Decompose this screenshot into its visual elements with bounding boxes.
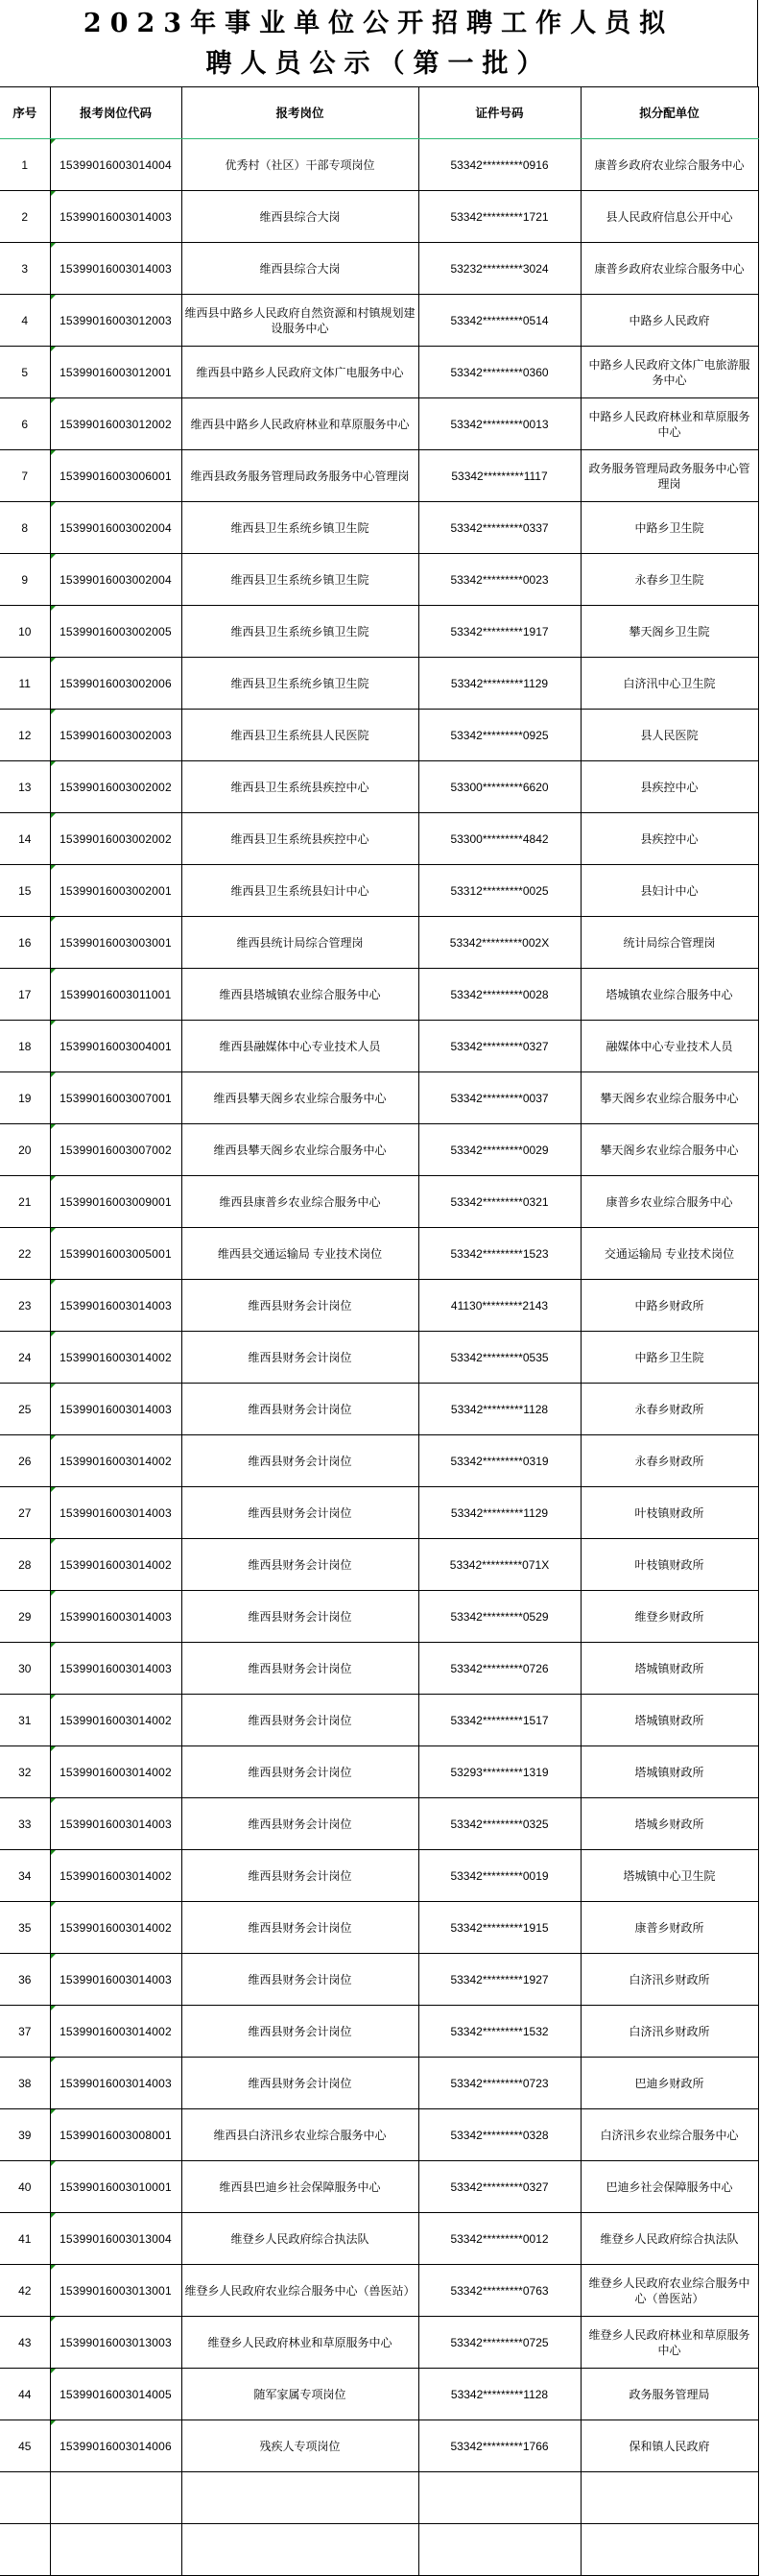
cell-assigned-unit: 攀天阁乡农业综合服务中心: [581, 1124, 758, 1176]
table-row: [0, 1176, 758, 1228]
empty-cell: [581, 2524, 758, 2576]
cell-assigned-unit: 维登乡人民政府综合执法队: [581, 2213, 758, 2265]
cell-position-code: 15399016003002006: [50, 658, 181, 710]
cell-id-number: 53342*********0514: [418, 295, 581, 347]
cell-id-number: 53342*********0325: [418, 1798, 581, 1850]
cell-assigned-unit: 中路乡卫生院: [581, 502, 758, 554]
cell-position: 残疾人专项岗位: [181, 2420, 418, 2472]
cell-index: 33: [0, 1798, 50, 1850]
cell-assigned-unit: 县妇计中心: [581, 865, 758, 917]
cell-position: 维西县财务会计岗位: [181, 1798, 418, 1850]
cell-assigned-unit: 白济汛乡财政所: [581, 1954, 758, 2006]
table-row: [0, 243, 758, 295]
cell-position-code: 15399016003014003: [50, 1280, 181, 1332]
cell-assigned-unit: 保和镇人民政府: [581, 2420, 758, 2472]
cell-index: 35: [0, 1902, 50, 1954]
table-row: [0, 1695, 758, 1746]
cell-position: 维西县塔城镇农业综合服务中心: [181, 969, 418, 1021]
table-row: [0, 450, 758, 502]
cell-id-number: 53232*********3024: [418, 243, 581, 295]
cell-assigned-unit: 巴迪乡财政所: [581, 2058, 758, 2109]
cell-assigned-unit: 中路乡财政所: [581, 1280, 758, 1332]
cell-index: 43: [0, 2317, 50, 2369]
cell-position: 维西县卫生系统县妇计中心: [181, 865, 418, 917]
cell-assigned-unit: 叶枝镇财政所: [581, 1539, 758, 1591]
cell-position-code: 15399016003007001: [50, 1072, 181, 1124]
cell-index: 25: [0, 1384, 50, 1435]
cell-position: 维西县白济汛乡农业综合服务中心: [181, 2109, 418, 2161]
cell-position-code: 15399016003014002: [50, 1435, 181, 1487]
cell-id-number: 53342*********0763: [418, 2265, 581, 2317]
cell-assigned-unit: 维登乡人民政府林业和草原服务中心: [581, 2317, 758, 2369]
cell-assigned-unit: 中路乡人民政府: [581, 295, 758, 347]
table-body: [0, 139, 758, 2576]
cell-position-code: 15399016003014006: [50, 2420, 181, 2472]
table-row: [0, 865, 758, 917]
table-row: [0, 1384, 758, 1435]
cell-assigned-unit: 攀天阁乡农业综合服务中心: [581, 1072, 758, 1124]
table-row: [0, 761, 758, 813]
cell-position: 维西县财务会计岗位: [181, 1280, 418, 1332]
cell-position: 随军家属专项岗位: [181, 2369, 418, 2420]
cell-id-number: 53342*********071X: [418, 1539, 581, 1591]
cell-id-number: 53342*********0328: [418, 2109, 581, 2161]
cell-position-code: 15399016003003001: [50, 917, 181, 969]
cell-id-number: 53342*********1917: [418, 606, 581, 658]
cell-index: 41: [0, 2213, 50, 2265]
cell-id-number: 53342*********0037: [418, 1072, 581, 1124]
cell-id-number: 53342*********1721: [418, 191, 581, 243]
table-row: [0, 2265, 758, 2317]
cell-position: 维西县财务会计岗位: [181, 2058, 418, 2109]
cell-position: 维西县中路乡人民政府自然资源和村镇规划建设服务中心: [181, 295, 418, 347]
cell-position-code: 15399016003014003: [50, 2058, 181, 2109]
cell-index: 22: [0, 1228, 50, 1280]
cell-id-number: 53342*********0023: [418, 554, 581, 606]
cell-id-number: 53342*********002X: [418, 917, 581, 969]
cell-position: 维西县财务会计岗位: [181, 1954, 418, 2006]
cell-index: 32: [0, 1746, 50, 1798]
table-row: [0, 1746, 758, 1798]
cell-position: 维西县卫生系统乡镇卫生院: [181, 554, 418, 606]
cell-position: 维西县统计局综合管理岗: [181, 917, 418, 969]
cell-index: 26: [0, 1435, 50, 1487]
cell-index: 8: [0, 502, 50, 554]
cell-index: 44: [0, 2369, 50, 2420]
table-row: [0, 2161, 758, 2213]
cell-assigned-unit: 塔城乡财政所: [581, 1798, 758, 1850]
title-line-1: 2023年事业单位公开招聘工作人员拟: [83, 9, 675, 38]
cell-index: 11: [0, 658, 50, 710]
cell-id-number: 53312*********0025: [418, 865, 581, 917]
cell-position-code: 15399016003002001: [50, 865, 181, 917]
cell-index: 1: [0, 139, 50, 191]
cell-index: 3: [0, 243, 50, 295]
cell-id-number: 53342*********1129: [418, 658, 581, 710]
cell-index: 20: [0, 1124, 50, 1176]
cell-assigned-unit: 塔城镇农业综合服务中心: [581, 969, 758, 1021]
table-row: [0, 1539, 758, 1591]
empty-cell: [50, 2472, 181, 2524]
table-row: [0, 398, 758, 450]
cell-position-code: 15399016003002004: [50, 554, 181, 606]
empty-cell: [0, 2472, 50, 2524]
cell-position: 维登乡人民政府农业综合服务中心（兽医站）: [181, 2265, 418, 2317]
table-row: [0, 2369, 758, 2420]
cell-assigned-unit: 政务服务管理局: [581, 2369, 758, 2420]
header-index: 序号: [0, 87, 50, 139]
cell-assigned-unit: 康普乡农业综合服务中心: [581, 1176, 758, 1228]
table-row: [0, 1487, 758, 1539]
cell-position: 维西县卫生系统县人民医院: [181, 710, 418, 761]
header-position-code: 报考岗位代码: [50, 87, 181, 139]
table-row: [0, 1435, 758, 1487]
cell-position: 维西县攀天阁乡农业综合服务中心: [181, 1072, 418, 1124]
cell-position: 维西县卫生系统乡镇卫生院: [181, 606, 418, 658]
table-row: [0, 2420, 758, 2472]
table-row: [0, 554, 758, 606]
cell-position: 维西县财务会计岗位: [181, 1384, 418, 1435]
cell-position-code: 15399016003002002: [50, 813, 181, 865]
cell-assigned-unit: 维登乡财政所: [581, 1591, 758, 1643]
cell-assigned-unit: 融媒体中心专业技术人员: [581, 1021, 758, 1072]
cell-position: 维西县巴迪乡社会保障服务中心: [181, 2161, 418, 2213]
cell-id-number: 53342*********0726: [418, 1643, 581, 1695]
table-row: [0, 2213, 758, 2265]
cell-position: 维西县财务会计岗位: [181, 1746, 418, 1798]
cell-index: 24: [0, 1332, 50, 1384]
cell-id-number: 53342*********1915: [418, 1902, 581, 1954]
cell-index: 17: [0, 969, 50, 1021]
cell-id-number: 53300*********6620: [418, 761, 581, 813]
header-position: 报考岗位: [181, 87, 418, 139]
table-row: [0, 347, 758, 398]
table-row: [0, 502, 758, 554]
cell-position: 维西县财务会计岗位: [181, 2006, 418, 2058]
cell-id-number: 53342*********0019: [418, 1850, 581, 1902]
cell-position-code: 15399016003014003: [50, 1384, 181, 1435]
cell-index: 36: [0, 1954, 50, 2006]
cell-assigned-unit: 中路乡卫生院: [581, 1332, 758, 1384]
cell-position-code: 15399016003014002: [50, 1850, 181, 1902]
cell-position: 维西县交通运输局 专业技术岗位: [181, 1228, 418, 1280]
cell-position-code: 15399016003006001: [50, 450, 181, 502]
cell-assigned-unit: 塔城镇财政所: [581, 1746, 758, 1798]
cell-id-number: 53342*********1532: [418, 2006, 581, 2058]
cell-index: 14: [0, 813, 50, 865]
cell-position: 维西县卫生系统县疾控中心: [181, 761, 418, 813]
empty-cell: [418, 2472, 581, 2524]
cell-position: 维西县中路乡人民政府林业和草原服务中心: [181, 398, 418, 450]
cell-position-code: 15399016003014003: [50, 1798, 181, 1850]
cell-position-code: 15399016003014003: [50, 1591, 181, 1643]
cell-position-code: 15399016003014002: [50, 1902, 181, 1954]
cell-position-code: 15399016003013001: [50, 2265, 181, 2317]
cell-index: 30: [0, 1643, 50, 1695]
cell-position-code: 15399016003014003: [50, 1954, 181, 2006]
cell-index: 42: [0, 2265, 50, 2317]
cell-position-code: 15399016003005001: [50, 1228, 181, 1280]
table-row: [0, 295, 758, 347]
cell-assigned-unit: 塔城镇财政所: [581, 1695, 758, 1746]
cell-index: 39: [0, 2109, 50, 2161]
table-row: [0, 917, 758, 969]
cell-assigned-unit: 攀天阁乡卫生院: [581, 606, 758, 658]
cell-position-code: 15399016003002002: [50, 761, 181, 813]
cell-id-number: 53342*********0723: [418, 2058, 581, 2109]
cell-position: 维西县综合大岗: [181, 243, 418, 295]
cell-id-number: 53342*********0013: [418, 398, 581, 450]
table-row: [0, 1072, 758, 1124]
cell-index: 13: [0, 761, 50, 813]
title-line-2: 聘人员公示（第一批）: [205, 49, 552, 79]
cell-assigned-unit: 县疾控中心: [581, 813, 758, 865]
cell-position-code: 15399016003014004: [50, 139, 181, 191]
cell-index: 9: [0, 554, 50, 606]
table-row: [0, 2109, 758, 2161]
table-row: [0, 2006, 758, 2058]
cell-assigned-unit: 康普乡政府农业综合服务中心: [581, 243, 758, 295]
cell-id-number: 53342*********0337: [418, 502, 581, 554]
cell-index: 4: [0, 295, 50, 347]
cell-position: 维西县财务会计岗位: [181, 1902, 418, 1954]
cell-position: 维西县卫生系统乡镇卫生院: [181, 658, 418, 710]
cell-position: 维西县财务会计岗位: [181, 1435, 418, 1487]
cell-id-number: 53342*********0725: [418, 2317, 581, 2369]
table-row: [0, 191, 758, 243]
table-row: [0, 2058, 758, 2109]
cell-position-code: 15399016003010001: [50, 2161, 181, 2213]
cell-id-number: 53342*********0029: [418, 1124, 581, 1176]
cell-id-number: 53342*********0916: [418, 139, 581, 191]
cell-id-number: 53342*********0360: [418, 347, 581, 398]
cell-index: 37: [0, 2006, 50, 2058]
cell-id-number: 53342*********1523: [418, 1228, 581, 1280]
cell-assigned-unit: 中路乡人民政府文体广电旅游服务中心: [581, 347, 758, 398]
table-row: [0, 606, 758, 658]
cell-id-number: 53342*********0327: [418, 1021, 581, 1072]
cell-index: 2: [0, 191, 50, 243]
table-row: [0, 1643, 758, 1695]
cell-position-code: 15399016003009001: [50, 1176, 181, 1228]
cell-position: 维登乡人民政府综合执法队: [181, 2213, 418, 2265]
cell-position: 维西县融媒体中心专业技术人员: [181, 1021, 418, 1072]
cell-id-number: 53342*********0321: [418, 1176, 581, 1228]
table-row: [0, 2317, 758, 2369]
cell-id-number: 53342*********1128: [418, 2369, 581, 2420]
cell-id-number: 53342*********1766: [418, 2420, 581, 2472]
cell-index: 34: [0, 1850, 50, 1902]
cell-assigned-unit: 中路乡人民政府林业和草原服务中心: [581, 398, 758, 450]
cell-id-number: 53293*********1319: [418, 1746, 581, 1798]
cell-position: 维西县财务会计岗位: [181, 1643, 418, 1695]
cell-assigned-unit: 白济汛中心卫生院: [581, 658, 758, 710]
cell-assigned-unit: 永春乡财政所: [581, 1435, 758, 1487]
cell-assigned-unit: 永春乡卫生院: [581, 554, 758, 606]
cell-position-code: 15399016003008001: [50, 2109, 181, 2161]
cell-position-code: 15399016003014002: [50, 1539, 181, 1591]
cell-position: 维西县攀天阁乡农业综合服务中心: [181, 1124, 418, 1176]
cell-position-code: 15399016003014002: [50, 1746, 181, 1798]
cell-position: 维西县财务会计岗位: [181, 1850, 418, 1902]
table-row: [0, 658, 758, 710]
table-row: [0, 1228, 758, 1280]
cell-position: 维西县财务会计岗位: [181, 1487, 418, 1539]
cell-id-number: 53342*********0012: [418, 2213, 581, 2265]
cell-position-code: 15399016003012003: [50, 295, 181, 347]
cell-position-code: 15399016003007002: [50, 1124, 181, 1176]
empty-cell: [418, 2524, 581, 2576]
cell-id-number: 53342*********0327: [418, 2161, 581, 2213]
cell-position: 维西县卫生系统乡镇卫生院: [181, 502, 418, 554]
cell-position-code: 15399016003013003: [50, 2317, 181, 2369]
cell-id-number: 53342*********0529: [418, 1591, 581, 1643]
cell-position: 维西县卫生系统县疾控中心: [181, 813, 418, 865]
cell-position-code: 15399016003014002: [50, 2006, 181, 2058]
table-row: [0, 1124, 758, 1176]
header-assigned-unit: 拟分配单位: [581, 87, 758, 139]
cell-position: 优秀村（社区）干部专项岗位: [181, 139, 418, 191]
cell-id-number: 53342*********1129: [418, 1487, 581, 1539]
table-header-row: [0, 87, 758, 139]
table-row: [0, 710, 758, 761]
cell-index: 23: [0, 1280, 50, 1332]
cell-id-number: 53342*********0028: [418, 969, 581, 1021]
cell-position: 维西县财务会计岗位: [181, 1591, 418, 1643]
empty-row: [0, 2524, 758, 2576]
cell-position-code: 15399016003004001: [50, 1021, 181, 1072]
cell-index: 38: [0, 2058, 50, 2109]
cell-index: 12: [0, 710, 50, 761]
cell-position: 维西县康普乡农业综合服务中心: [181, 1176, 418, 1228]
cell-index: 28: [0, 1539, 50, 1591]
empty-cell: [181, 2524, 418, 2576]
cell-assigned-unit: 巴迪乡社会保障服务中心: [581, 2161, 758, 2213]
cell-position-code: 15399016003014003: [50, 1487, 181, 1539]
cell-position: 维西县政务服务管理局政务服务中心管理岗: [181, 450, 418, 502]
page-title: [0, 0, 758, 86]
empty-row: [0, 2472, 758, 2524]
cell-position: 维西县中路乡人民政府文体广电服务中心: [181, 347, 418, 398]
cell-position-code: 15399016003014002: [50, 1695, 181, 1746]
empty-cell: [50, 2524, 181, 2576]
empty-cell: [581, 2472, 758, 2524]
cell-position-code: 15399016003002003: [50, 710, 181, 761]
cell-assigned-unit: 县疾控中心: [581, 761, 758, 813]
cell-id-number: 53342*********1517: [418, 1695, 581, 1746]
cell-index: 10: [0, 606, 50, 658]
cell-index: 7: [0, 450, 50, 502]
table-row: [0, 813, 758, 865]
cell-position-code: 15399016003002005: [50, 606, 181, 658]
table-row: [0, 1798, 758, 1850]
cell-position-code: 15399016003014003: [50, 1643, 181, 1695]
cell-position: 维西县财务会计岗位: [181, 1695, 418, 1746]
candidates-table: [0, 86, 759, 2576]
cell-position: 维西县财务会计岗位: [181, 1539, 418, 1591]
cell-position-code: 15399016003002004: [50, 502, 181, 554]
cell-id-number: 53342*********0925: [418, 710, 581, 761]
table-row: [0, 1280, 758, 1332]
cell-assigned-unit: 塔城镇中心卫生院: [581, 1850, 758, 1902]
cell-assigned-unit: 白济汛乡财政所: [581, 2006, 758, 2058]
cell-assigned-unit: 县人民医院: [581, 710, 758, 761]
cell-position: 维西县综合大岗: [181, 191, 418, 243]
table-row: [0, 1332, 758, 1384]
cell-position: 维登乡人民政府林业和草原服务中心: [181, 2317, 418, 2369]
cell-id-number: 53342*********0319: [418, 1435, 581, 1487]
cell-position-code: 15399016003012002: [50, 398, 181, 450]
cell-index: 21: [0, 1176, 50, 1228]
cell-index: 27: [0, 1487, 50, 1539]
empty-cell: [181, 2472, 418, 2524]
cell-index: 19: [0, 1072, 50, 1124]
cell-index: 16: [0, 917, 50, 969]
cell-assigned-unit: 维登乡人民政府农业综合服务中心（兽医站）: [581, 2265, 758, 2317]
cell-position-code: 15399016003014003: [50, 243, 181, 295]
cell-index: 31: [0, 1695, 50, 1746]
cell-index: 40: [0, 2161, 50, 2213]
cell-index: 15: [0, 865, 50, 917]
table-row: [0, 1954, 758, 2006]
empty-cell: [0, 2524, 50, 2576]
cell-index: 5: [0, 347, 50, 398]
cell-assigned-unit: 白济汛乡农业综合服务中心: [581, 2109, 758, 2161]
table-row: [0, 969, 758, 1021]
cell-index: 45: [0, 2420, 50, 2472]
cell-id-number: 53342*********0535: [418, 1332, 581, 1384]
cell-assigned-unit: 统计局综合管理岗: [581, 917, 758, 969]
table-row: [0, 139, 758, 191]
cell-position-code: 15399016003014005: [50, 2369, 181, 2420]
table-row: [0, 1850, 758, 1902]
cell-assigned-unit: 叶枝镇财政所: [581, 1487, 758, 1539]
cell-position-code: 15399016003011001: [50, 969, 181, 1021]
cell-assigned-unit: 塔城镇财政所: [581, 1643, 758, 1695]
cell-position-code: 15399016003014003: [50, 191, 181, 243]
cell-assigned-unit: 康普乡政府农业综合服务中心: [581, 139, 758, 191]
table-row: [0, 1021, 758, 1072]
cell-id-number: 53342*********1117: [418, 450, 581, 502]
cell-id-number: 53342*********1128: [418, 1384, 581, 1435]
cell-position-code: 15399016003012001: [50, 347, 181, 398]
cell-id-number: 41130*********2143: [418, 1280, 581, 1332]
cell-position-code: 15399016003014002: [50, 1332, 181, 1384]
cell-id-number: 53300*********4842: [418, 813, 581, 865]
cell-index: 6: [0, 398, 50, 450]
header-id-number: 证件号码: [418, 87, 581, 139]
table-row: [0, 1902, 758, 1954]
cell-assigned-unit: 交通运输局 专业技术岗位: [581, 1228, 758, 1280]
cell-index: 29: [0, 1591, 50, 1643]
cell-assigned-unit: 政务服务管理局政务服务中心管理岗: [581, 450, 758, 502]
cell-assigned-unit: 县人民政府信息公开中心: [581, 191, 758, 243]
cell-assigned-unit: 康普乡财政所: [581, 1902, 758, 1954]
table-row: [0, 1591, 758, 1643]
cell-id-number: 53342*********1927: [418, 1954, 581, 2006]
cell-position: 维西县财务会计岗位: [181, 1332, 418, 1384]
cell-index: 18: [0, 1021, 50, 1072]
cell-position-code: 15399016003013004: [50, 2213, 181, 2265]
cell-assigned-unit: 永春乡财政所: [581, 1384, 758, 1435]
